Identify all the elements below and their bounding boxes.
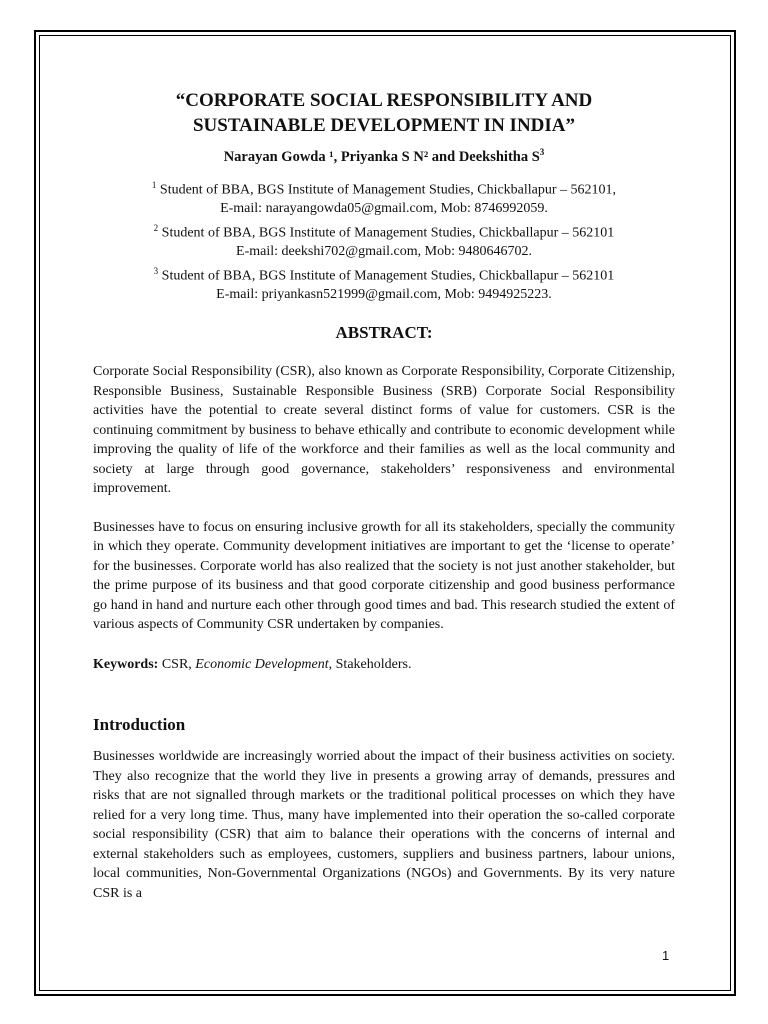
abstract-paragraph-1: Corporate Social Responsibility (CSR), also known as Corporate Responsibility, Corporate Citizenship, Responsible Business, Sustainable Responsible Business (SRB) Corporate Social Responsibility activities have the potential to create several distinct forms of value for customers. CSR is the continuing commitment by business to behave ethically and contribute to economic development while improving the quality of life of the workforce and their families as well as the local community and society at large through good governance, stakeholders’ responsiveness and environmental improvement. <box>93 364 675 497</box>
keyword-italic: Economic Development <box>195 656 329 672</box>
affiliations <box>93 176 675 305</box>
affiliation-3 <box>93 262 675 286</box>
introduction-paragraph: Businesses worldwide are increasingly worried about the impact of their business activities on society. They also recognize that the world they live in presents a growing array of demands, pressures and risks that are not signalled through markets or the traditional political processes on which they have relied for a very long time. Thus, many have implemented into their operation the so-called corporate social responsibility (CSR) that aim to balance their operations with the concerns of internal and external stakeholders such as employees, customers, suppliers and business partners, labour unions, local communities, Non-Governmental Organizations (NGOs) and Governments. By its very nature CSR is a <box>93 749 675 901</box>
author-separator: , <box>333 148 341 165</box>
page-content <box>93 88 675 903</box>
affiliation-sup: 3 <box>153 265 159 276</box>
keywords-line <box>93 655 675 675</box>
page-number: 1 <box>662 948 670 963</box>
title-line-2: SUSTAINABLE DEVELOPMENT IN INDIA” <box>192 115 575 136</box>
affiliation-contact: E-mail: narayangowda05@gmail.com, Mob: 8746992059. <box>220 201 548 217</box>
abstract-heading: ABSTRACT: <box>335 323 433 343</box>
author-2: Priyanka S N² <box>340 148 429 165</box>
affiliation-sup: 1 <box>151 179 157 190</box>
affiliation-1 <box>93 176 675 200</box>
author-1: Narayan Gowda ¹ <box>223 148 334 165</box>
abstract-paragraph-2: Businesses have to focus on ensuring inclusive growth for all its stakeholders, specially the community in which they operate. Community development initiatives are important to get the ‘license to operate’ for the businesses. Corporate world has also realized that the society is not just another stakeholder, but the prime purpose of its business and that good corporate citizenship and good business performance go hand in hand and nurture each other through good times and bad. This research studied the extent of various aspects of Community CSR undertaken by companies. <box>93 519 675 633</box>
affiliation-sup: 2 <box>153 222 159 233</box>
paper-title <box>93 88 675 138</box>
author-list <box>93 147 675 166</box>
affiliation-2 <box>93 219 675 243</box>
author-separator: and <box>428 148 459 165</box>
keyword-text: CSR, <box>158 656 196 672</box>
affiliation-contact: E-mail: deekshi702@gmail.com, Mob: 9480646702. <box>236 243 532 259</box>
affiliation-text: Student of BBA, BGS Institute of Management Studies, Chickballapur – 562101 <box>158 225 615 241</box>
affiliation-text: Student of BBA, BGS Institute of Management Studies, Chickballapur – 562101, <box>156 182 617 198</box>
author-3-sup: 3 <box>539 147 545 157</box>
affiliation-contact: E-mail: priyankasn521999@gmail.com, Mob: 9494925223. <box>216 286 552 302</box>
author-3: Deekshitha S <box>458 148 540 165</box>
section-heading-introduction: Introduction <box>93 715 186 735</box>
keyword-text: , Stakeholders. <box>328 656 412 672</box>
keywords-label: Keywords: <box>93 656 159 672</box>
title-line-1: “CORPORATE SOCIAL RESPONSIBILITY AND <box>175 90 593 111</box>
affiliation-text: Student of BBA, BGS Institute of Management Studies, Chickballapur – 562101 <box>158 268 615 284</box>
